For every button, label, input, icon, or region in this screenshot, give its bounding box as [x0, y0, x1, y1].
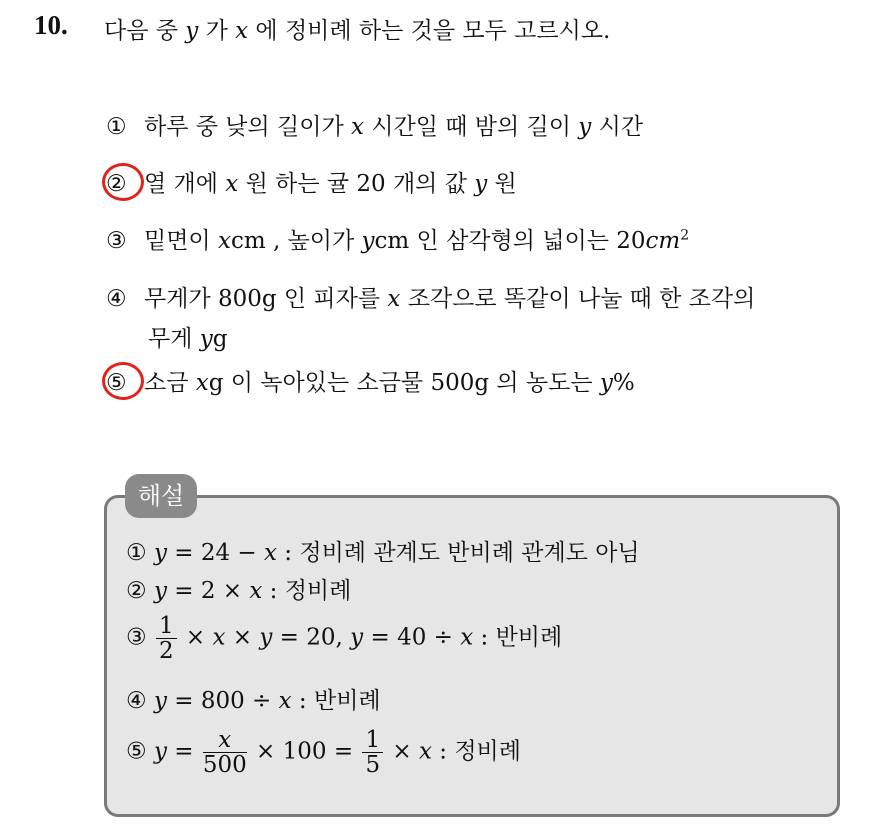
answer-mark-circle	[102, 362, 144, 400]
choice-number: ①	[106, 114, 127, 140]
question-text: 다음 중 y 가 x 에 정비례 하는 것을 모두 고르시오.	[104, 18, 611, 44]
choice-number: ②	[106, 171, 127, 197]
choice-1[interactable]: ① 하루 중 낮의 길이가 x 시간일 때 밤의 길이 y 시간	[106, 114, 644, 140]
choice-number: ④	[106, 286, 127, 312]
solution-line-4: ④ y = 800 ÷ x : 반비례	[126, 688, 381, 714]
choice-2[interactable]: ② 열 개에 x 원 하는 귤 20 개의 값 y 원	[106, 171, 517, 197]
solution-line-3: ③ $\frac{1}{2}$ × x × y = 20, y = 40 ÷ x : 반비례	[126, 613, 563, 665]
choice-number: ③	[106, 228, 127, 254]
choice-4[interactable]: ④ 무게가 800g 인 피자를 x 조각으로 똑같이 나눌 때 한 조각의 무게 yg	[106, 286, 756, 352]
choice-5[interactable]: ⑤ 소금 xg 이 녹아있는 소금물 500g 의 농도는 y%	[106, 370, 635, 396]
solution-label: 해설	[125, 474, 197, 518]
solution-line-2: ② y = 2 × x : 정비례	[126, 578, 352, 604]
question-number: 10.	[34, 10, 68, 40]
solution-line-5: ⑤ y = $\frac{x}{500}$ × 100 = $\frac{1}{5}$ × x : 정비례	[126, 727, 521, 779]
choice-number: ⑤	[106, 370, 127, 396]
solution-line-1: ① y = 24 − x : 정비례 관계도 반비례 관계도 아님	[126, 540, 640, 566]
answer-mark-circle	[102, 163, 144, 201]
choice-3[interactable]: ③ 밑면이 xcm , 높이가 ycm 인 삼각형의 넓이는 $20cm^2$	[106, 227, 690, 254]
